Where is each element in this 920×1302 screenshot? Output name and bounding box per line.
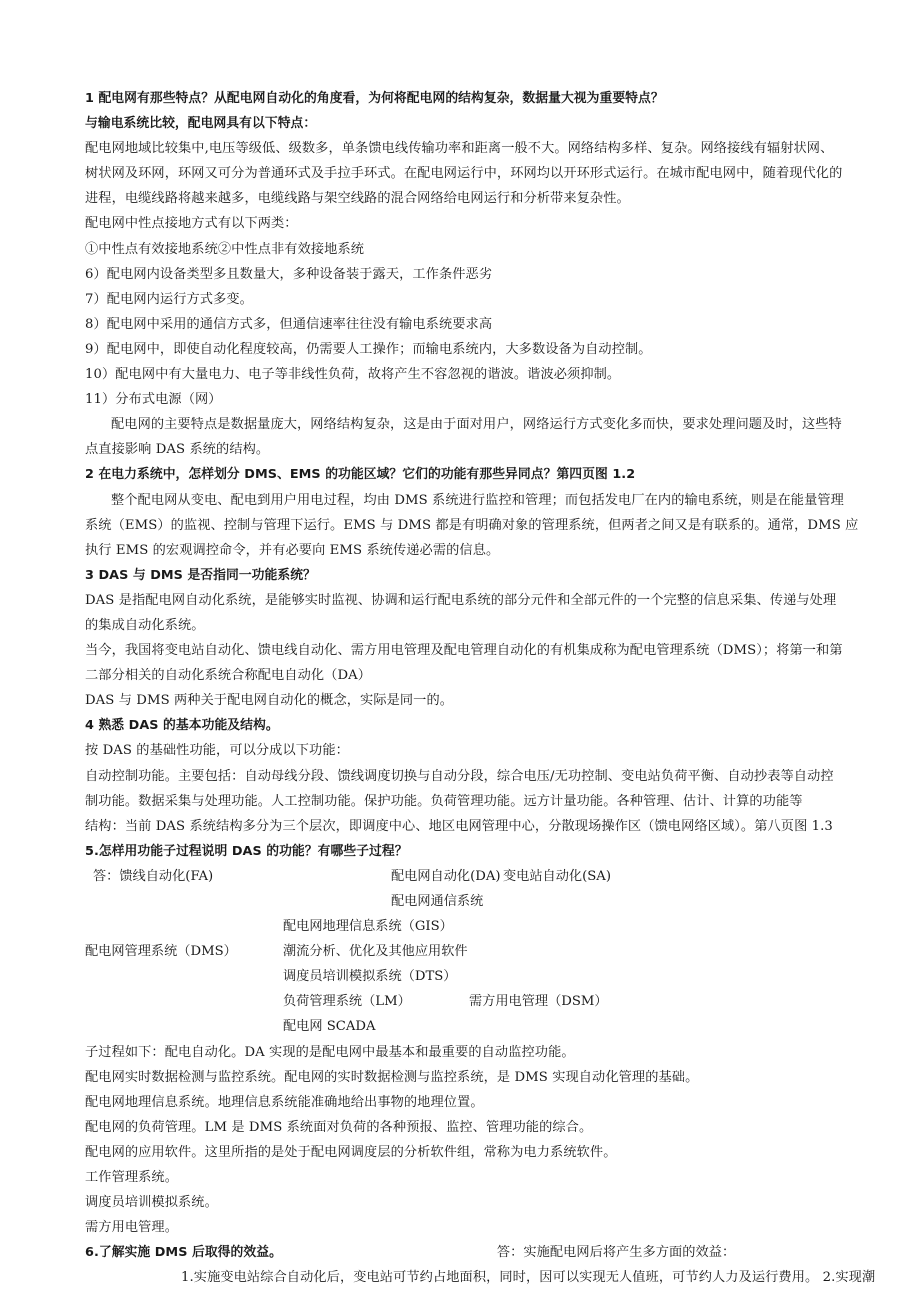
final-line-0-main: 6.了解实施 DMS 后取得的效益。 (85, 1245, 282, 1261)
final-line-0 (85, 1240, 835, 1265)
body-line-26: 按 DAS 的基础性功能，可以分成以下功能： (85, 743, 349, 759)
body-line-after-1: 配电网实时数据检测与监控系统。配电网的实时数据检测与监控系统，是 DMS 实现自动化管理的基础。 (85, 1069, 699, 1085)
diagram-item-1-0: 配电网通信系统 (391, 894, 484, 909)
body-line-17: 系统（EMS）的监视、控制与管理下运行。EMS 与 DMS 都是有明确对象的管理系统，但两者之间又是有联系的。通常，DMS 应 (85, 517, 859, 533)
body-line-27: 自动控制功能。主要包括：自动母线分段、馈线调度切换与自动分段，综合电压/无功控制、变电站负荷平衡、自动抄表等自动控 (85, 768, 834, 784)
final-line-0-suffix: 答：实施配电网后将产生多方面的效益： (496, 1245, 736, 1261)
diagram-item-0-2: 变电站自动化(SA) (503, 868, 611, 884)
body-line-8: 7）配电网内运行方式多变。 (85, 291, 253, 307)
body-line-20: DAS 是指配电网自动化系统，是能够实时监视、协调和运行配电系统的部分元件和全部元件的一个完整的信息采集、传递与处理 (85, 592, 837, 608)
body-line-7: 6）配电网内设备类型多且数量大，多种设备装于露天，工作条件恶劣 (85, 266, 493, 282)
body-line-22: 当今，我国将变电站自动化、馈电线自动化、需方用电管理及配电管理自动化的有机集成称为配电管理系统（DMS）；将第一和第 (85, 643, 843, 659)
document-content (85, 86, 876, 1291)
diagram-row (85, 889, 835, 914)
body-lines-after-diagram-block (85, 1040, 835, 1241)
body-line-12: 11）分布式电源（网） (85, 392, 222, 408)
diagram-item-0-0: 答：馈线自动化(FA) (93, 868, 214, 884)
body-line-30: 5.怎样用功能子过程说明 DAS 的功能？有哪些子过程？ (85, 843, 408, 859)
body-line-after-2: 配电网地理信息系统。地理信息系统能准确地给出事物的地理位置。 (85, 1094, 484, 1110)
body-line-5: 配电网中性点接地方式有以下两类： (85, 216, 298, 232)
body-line-6: ①中性点有效接地系统②中性点非有效接地系统 (85, 241, 365, 257)
body-line-25: 4 熟悉 DAS 的基本功能及结构。 (85, 718, 279, 734)
body-line-23: 二部分相关的自动化系统合称配电自动化（DA） (85, 668, 372, 684)
diagram-row (85, 914, 835, 939)
body-line-15: 2 在电力系统中，怎样划分 DMS、EMS 的功能区域？它们的功能有那些异同点？第四页图 1.2 (85, 467, 636, 483)
diagram-row (85, 864, 835, 889)
diagram-row (85, 964, 835, 989)
body-line-14: 点直接影响 DAS 系统的结构。 (85, 442, 270, 458)
body-line-3: 树状网及环网，环网又可分为普通环式及手拉手环式。在配电网运行中，环网均以开环形式运行。在城市配电网中，随着现代化的 (85, 166, 843, 182)
body-line-0: 1 配电网有那些特点？从配电网自动化的角度看，为何将配电网的结构复杂，数据量大视为重要特点？ (85, 91, 664, 106)
body-line-18: 执行 EMS 的宏观调控命令，并有必要向 EMS 系统传递必需的信息。 (85, 542, 500, 558)
body-line-after-3: 配电网的负荷管理。LM 是 DMS 系统面对负荷的各种预报、监控、管理功能的综合。 (85, 1119, 593, 1135)
diagram-item-0-1: 配电网自动化(DA) (391, 868, 501, 884)
diagram-row (85, 989, 835, 1014)
body-line-28: 制功能。数据采集与处理功能。人工控制功能。保护功能。负荷管理功能。远方计量功能。各种管理、估计、计算的功能等 (85, 793, 803, 809)
body-line-10: 9）配电网中，即使自动化程度较高，仍需要人工操作；而输电系统内，大多数设备为自动控制。 (85, 341, 652, 357)
body-line-13: 配电网的主要特点是数据量庞大，网络结构复杂，这是由于面对用户，网络运行方式变化多而快，要求处理问题及时，这些特 (111, 417, 842, 433)
diagram-item-5-1: 需方用电管理（DSM） (469, 994, 608, 1010)
diagram-item-3-1: 潮流分析、优化及其他应用软件 (283, 944, 468, 960)
das-subprocess-diagram (85, 864, 835, 1040)
body-line-4: 进程，电缆线路将越来越多，电缆线路与架空线路的混合网络给电网运行和分析带来复杂性。 (85, 191, 630, 207)
diagram-item-2-0: 配电网地理信息系统（GIS） (283, 919, 453, 935)
body-line-9: 8）配电网中采用的通信方式多，但通信速率往往没有输电系统要求高 (85, 316, 493, 332)
diagram-item-3-0: 配电网管理系统（DMS） (85, 944, 237, 960)
body-lines-block (85, 86, 859, 864)
body-line-after-0: 子过程如下：配电自动化。DA 实现的是配电网中最基本和最重要的自动监控功能。 (85, 1044, 575, 1060)
body-line-1: 与输电系统比较，配电网具有以下特点： (85, 116, 317, 132)
body-line-29: 结构：当前 DAS 系统结构多分为三个层次，即调度中心、地区电网管理中心，分散现场操作区（馈电网络区域）。第八页图 1.3 (85, 818, 833, 834)
body-line-2: 配电网地域比较集中,电压等级低、级数多，单条馈电线传输功率和距离一般不大。网络结构多样、复杂。网络接线有辐射状网、 (85, 141, 834, 157)
body-line-21: 的集成自动化系统。 (85, 617, 205, 633)
final-lines-block (85, 1240, 876, 1290)
body-line-19: 3 DAS 与 DMS 是否指同一功能系统？ (85, 567, 316, 583)
diagram-row (85, 1014, 835, 1039)
body-line-after-6: 调度员培训模拟系统。 (85, 1195, 218, 1211)
diagram-item-4-0: 调度员培训模拟系统（DTS） (283, 969, 457, 985)
body-line-11: 10）配电网中有大量电力、电子等非线性负荷，故将产生不容忽视的谐波。谐波必须抑制。 (85, 367, 621, 383)
body-line-24: DAS 与 DMS 两种关于配电网自动化的概念，实际是同一的。 (85, 693, 454, 709)
body-line-after-7: 需方用电管理。 (85, 1220, 179, 1236)
diagram-row (85, 939, 835, 964)
body-line-after-4: 配电网的应用软件。这里所指的是处于配电网调度层的分析软件组，常称为电力系统软件。 (85, 1144, 617, 1160)
final-line-1: 1.实施变电站综合自动化后，变电站可节约占地面积，同时，因可以实现无人值班，可节约人力及运行费用。 2.实现潮 (181, 1270, 876, 1286)
diagram-item-5-0: 负荷管理系统（LM） (283, 994, 411, 1010)
diagram-item-6-0: 配电网 SCADA (283, 1019, 376, 1035)
body-line-after-5: 工作管理系统。 (85, 1170, 179, 1186)
body-line-16: 整个配电网从变电、配电到用户用电过程，均由 DMS 系统进行监控和管理；而包括发电厂在内的输电系统，则是在能量管理 (111, 492, 844, 508)
